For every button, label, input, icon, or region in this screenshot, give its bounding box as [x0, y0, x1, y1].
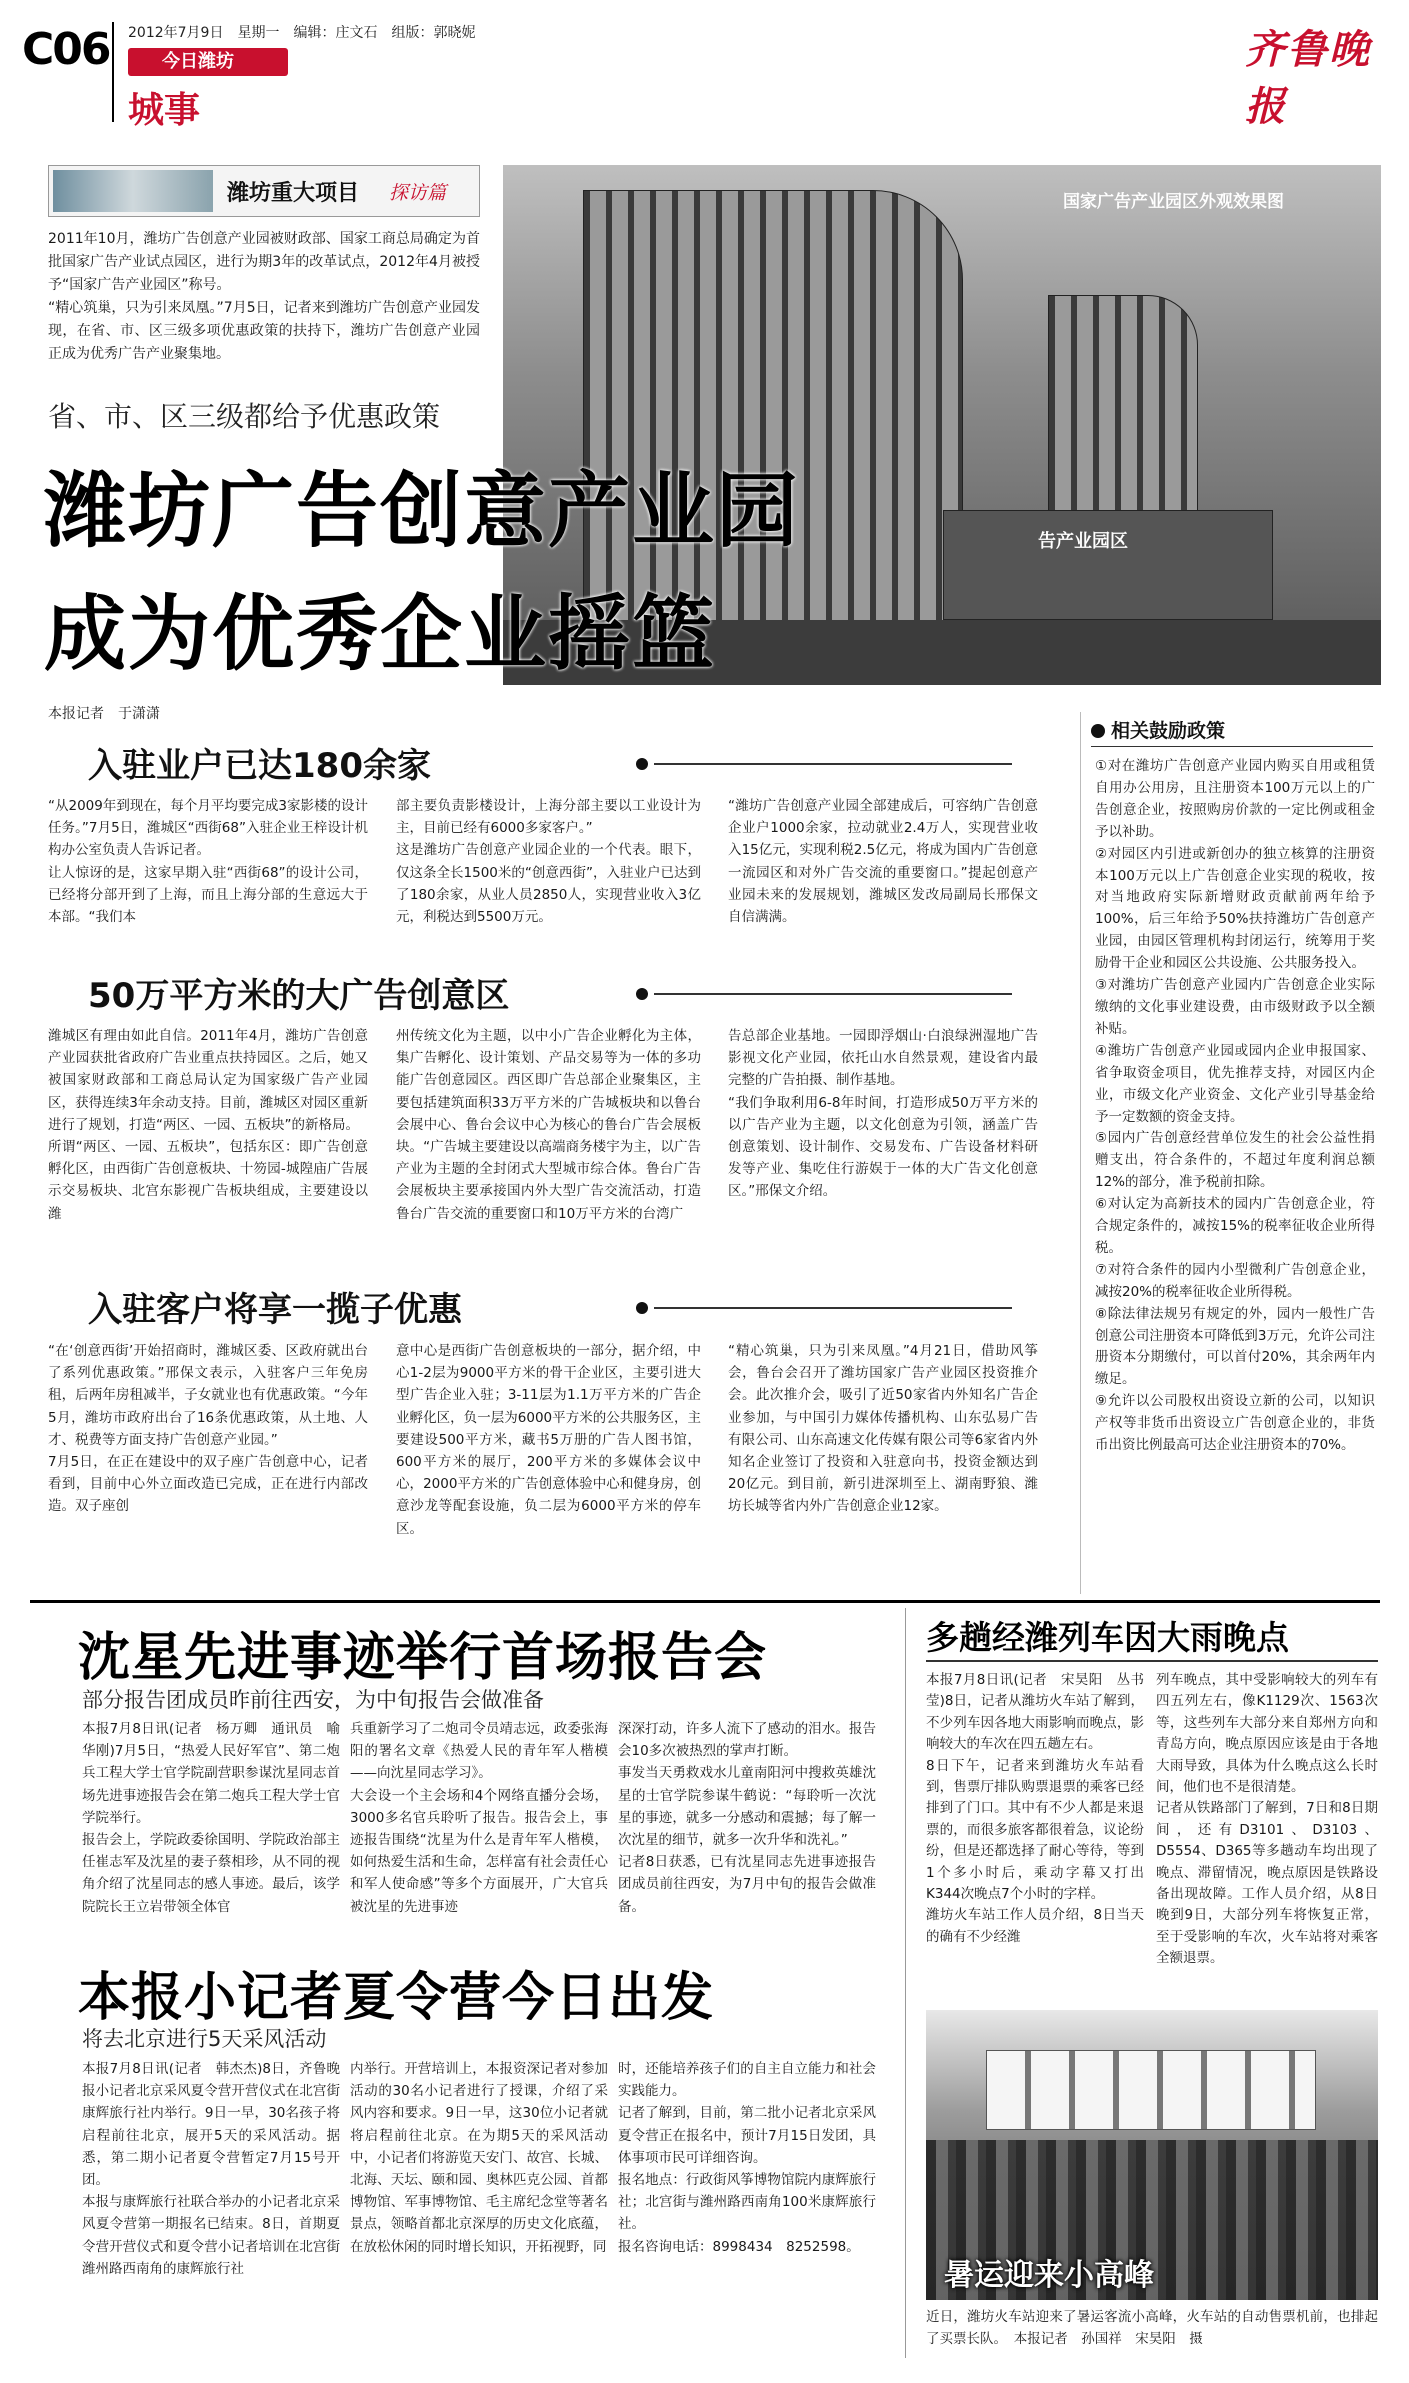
story3-col3: 时，还能培养孩子们的自主自立能力和社会实践能力。 记者了解到，目前，第二批小记者北京采风夏令营正在报名中，预计7月15日发团，具体事项市民可详细咨询。 报名地点：行政街风筝博物馆院内康辉旅行社；北宫街与潍州路西南角100米康辉旅行社。 报名咨询电话：8998434 8252598。 — [618, 2061, 876, 2255]
feature-headline-line1: 潍坊广告创意产业园 — [44, 464, 801, 559]
sub2-col1: 潍城区有理由如此自信。2011年4月，潍坊广告创意产业园获批省政府广告业重点扶持园区。之后，她又被国家财政部和工商总局认定为国家级广告产业园区，获得连续3年余动支持。目前，潍城区对园区重新进行了规划，打造“两区、一园、五板块”的新格局。 所谓“两区、一园、五板块”，包括东区：即广告创意孵化区，由西街广告创意板块、十笏园-城隍庙广告展示交易板块、北宫东影视广告板块组成，主要建设以潍 — [48, 1028, 368, 1222]
subhead-rule — [654, 763, 1012, 765]
story2-headline: 沈星先进事迹举行首场报告会 — [78, 1628, 768, 1688]
building-sign: 告产业园区 — [1038, 531, 1128, 552]
date-info: 2012年7月9日 星期一 编辑：庄文石 组版：郭晓妮 — [128, 25, 476, 41]
ticket-hall-caption: 近日，潍坊火车站迎来了暑运客流小高峰，火车站的自动售票机前，也排起了买票长队。 本报记者 孙国祥 宋昊阳 摄 — [926, 2309, 1378, 2347]
subhead-dot — [636, 1302, 648, 1314]
sub2-col2: 州传统文化为主题，以中小广告企业孵化为主体，集广告孵化、设计策划、产品交易等为一体的多功能广告创意园区。西区即广告总部企业聚集区，主要包括建筑面积33万平方米的广告城板块和以鲁台会展中心、鲁台会议中心为核心的鲁台广告会展板块。“广告城主要建设以高端商务楼宇为主，以广告产业为主题的全封闭式大型城市综合体。鲁台广告会展板块主要承接国内外大型广告交流活动，打造鲁台广告交流的重要窗口和10万平方米的台湾广 — [396, 1028, 701, 1222]
masthead-divider — [112, 22, 114, 122]
section-name: 城事 — [128, 90, 201, 131]
channel-tag — [128, 48, 288, 76]
subhead-benefits: 入驻客户将享一揽子优惠 — [88, 1290, 462, 1330]
channel-tag-label: 今日潍坊 — [162, 51, 234, 72]
sub3-col3: “精心筑巢，只为引来凤凰。”4月21日，借助风筝会，鲁台会召开了潍坊国家广告产业园区投资推介会。此次推介会，吸引了近50家省内外知名广告企业参加，与中国引力媒体传播机构、山东弘易广告有限公司、山东高速文化传媒有限公司等6家省内外知名企业签订了投资和入驻意向书，投资金额达到20亿元。到目前，新引进深圳至上、湖南野狼、潍坊长城等省内外广告创意企业12家。 — [728, 1343, 1038, 1515]
subhead-rule — [654, 993, 1012, 995]
paper-logo: 齐鲁晚报 — [1245, 26, 1371, 130]
story3-subhead: 将去北京进行5天采风活动 — [82, 2027, 327, 2051]
policy-sidebar-title-text: 相关鼓励政策 — [1111, 720, 1226, 742]
sub1-col1: “从2009年到现在，每个月平均要完成3家影楼的设计任务。”7月5日，潍城区“西街68”入驻企业王梓设计机构办公室负责人告诉记者。 让人惊讶的是，这家早期入驻“西街68”的设计公司，已经将分部开到了上海，而且上海分部的生意远大于本部。“我们本 — [48, 798, 368, 926]
policy-bullet-icon — [1091, 724, 1105, 738]
policy-sidebar-rule — [1091, 746, 1373, 747]
photo-title: 暑运迎来小高峰 — [944, 2258, 1154, 2293]
story2-subhead: 部分报告团成员昨前往西安，为中旬报告会做准备 — [82, 1688, 544, 1712]
ticket-machines — [986, 2050, 1316, 2130]
subhead-creative-zone: 50万平方米的大广告创意区 — [88, 976, 510, 1016]
subhead-tenants: 入驻业户已达180余家 — [88, 746, 431, 786]
story3-col2: 内举行。开营培训上，本报资深记者对参加活动的30名小记者进行了授课，介绍了采风内容和要求。9日一早，这30位小记者就将启程前往北京。在为期5天的采风活动中，小记者们将游览天安门、故宫、长城、北海、天坛、颐和园、奥林匹克公园、首都博物馆、军事博物馆、毛主席纪念堂等著名景点，领略首都北京深厚的历史文化底蕴，在放松休闲的同时增长知识，开拓视野，同 — [350, 2061, 608, 2255]
series-banner — [48, 165, 480, 217]
sub1-col2: 部主要负责影楼设计，上海分部主要以工业设计为主，目前已经有6000多家客户。” 这是潍坊广告创意产业园企业的一个代表。眼下，仅这条全长1500米的“创意西街”，入驻业户已达到了180余家，从业人员2850人，实现营业收入3亿元，利税达到5500万元。 — [396, 798, 701, 926]
story2-col1: 本报7月8日讯(记者 杨万卿 通讯员 喻华刚)7月5日，“热爱人民好军官”、第二炮兵工程大学士官学院副营职参谋沈星同志首场先进事迹报告会在第二炮兵工程大学士官学院举行。 报告会上，学院政委徐国明、学院政治部主任崔志军及沈星的妻子蔡相珍，从不同的视角介绍了沈星同志的感人事迹。最后，该学院院长王立岩带领全体官 — [82, 1721, 340, 1915]
policy-sidebar-body: ①对在潍坊广告创意产业园内购买自用或租赁自用办公用房，且注册资本100万元以上的广告创意企业，按照购房价款的一定比例或租金予以补助。 ②对园区内引进或新创办的独立核算的注册资本100万元以上广告创意企业实现的税收，按对当地政府实际新增财政贡献前两年给予100%，后三年给予50%扶持潍坊广告创意产业园，由园区管理机构封闭运行，统筹用于奖励骨干企业和园区公共设施、公共服务投入。 ③对潍坊广告创意产业园内广告创意企业实际缴纳的文化事业建设费，由市级财政予以全额补贴。 ④潍坊广告创意产业园或园内企业申报国家、省争取资金项目，优先推荐支持，对园区内企业，市级文化产业资金、文化产业引导基金给予一定数额的资金支持。 ⑤园内广告创意经营单位发生的社会公益性捐赠支出，符合条件的，不超过年度利润总额12%的部分，准予税前扣除。 ⑥对认定为高新技术的园内广告创意企业，符合规定条件的，减按15%的税率征收企业所得税。 ⑦对符合条件的园内小型微利广告创意企业，减按20%的税率征收企业所得税。 ⑧除法律法规另有规定的外，园内一般性广告创意公司注册资本可降低到3万元，允许公司注册资本分期缴付，可以首付20%，其余两年内缴足。 ⑨允许以公司股权出资设立新的公司，以知识产权等非货币出资设立广告创意企业的，非货币出资比例最高可达企业注册资本的70%。 — [1095, 758, 1375, 1454]
feature-intro: 2011年10月，潍坊广告创意产业园被财政部、国家工商总局确定为首批国家广告产业试点园区，进行为期3年的改革试点，2012年4月被授予“国家广告产业园区”称号。 “精心筑巢，只为引来凤凰。”7月5日，记者来到潍坊广告创意产业园发现，在省、市、区三级多项优惠政策的扶持下，潍坊广告创意产业园正成为优秀广告产业聚集地。 — [48, 231, 480, 362]
story4-headline: 多趟经潍列车因大雨晚点 — [926, 1618, 1289, 1657]
sub2-col3: 告总部企业基地。一园即浮烟山·白浪绿洲湿地广告影视文化产业园，依托山水自然景观，建设省内最完整的广告拍摄、制作基地。 “我们争取利用6-8年时间，打造形成50万平方米的以广告产业为主题，以文化创意为引领，涵盖广告创意策划、设计制作、交易发布、广告设备材料研发等产业、集吃住行游娱于一体的大广告文化创意区。”邢保文介绍。 — [728, 1028, 1038, 1200]
story2-col3: 深深打动，许多人流下了感动的泪水。报告会10多次被热烈的掌声打断。 事发当天勇救戏水儿童南阳河中搜救英雄沈星的士官学院参谋牛鹤说：“每聆听一次沈星的事迹，就多一分感动和震撼；每了解一次沈星的细节，就多一次升华和洗礼。” 记者8日获悉，已有沈星同志先进事迹报告团成员前往西安，为7月中旬的报告会做准备。 — [618, 1721, 876, 1915]
feature-headline-line2: 成为优秀企业摇篮 — [44, 587, 717, 682]
series-title: 潍坊重大项目 — [227, 181, 360, 206]
subhead-dot — [636, 988, 648, 1000]
policy-sidebar — [1080, 712, 1380, 1594]
story4-rule — [926, 1660, 1378, 1662]
story4-col1: 本报7月8日讯(记者 宋昊阳 丛书莹)8日，记者从潍坊火车站了解到，不少列车因各地大雨影响而晚点，影响较大的车次在四五趟左右。 8日下午，记者来到潍坊火车站看到，售票厅排队购票退票的乘客已经排到了门口。其中有不少人都是来退票的，而很多旅客都很着急，议论纷纷，但是还都选择了耐心等待，等到1个多小时后，乘动字幕又打出K344次晚点7个小时的字样。 潍坊火车站工作人员介绍，8日当天的确有不少经潍 — [926, 1672, 1144, 1945]
column-divider — [905, 1608, 906, 2358]
photo-caption: 国家广告产业园区外观效果图 — [1063, 192, 1284, 212]
story2-col2: 兵重新学习了二炮司令员靖志远，政委张海阳的署名文章《热爱人民的青年军人楷模——向沈星同志学习》。 大会设一个主会场和4个网络直播分会场，3000多名官兵聆听了报告。报告会上，事迹报告围绕“沈星为什么是青年军人楷模，如何热爱生活和生命，怎样富有社会责任心和军人使命感”等多个方面展开，广大官兵被沈星的先进事迹 — [350, 1721, 608, 1915]
subhead-dot — [636, 758, 648, 770]
story3-headline: 本报小记者夏令营今日出发 — [78, 1968, 715, 2028]
feature-byline: 本报记者 于潇潇 — [48, 706, 160, 722]
sub3-col2: 意中心是西街广告创意板块的一部分，据介绍，中心1-2层为9000平方米的骨干企业区，主要引进大型广告企业入驻；3-11层为1.1万平方米的广告企业孵化区，负一层为6000平方米的公共服务区，主要建设500平方米，藏书5万册的广告人图书馆，600平方米的展厅，200平方米的多媒体会议中心，2000平方米的广告创意体验中心和健身房，创意沙龙等配套设施，负二层为6000平方米的停车区。 — [396, 1343, 701, 1537]
series-subtitle: 探访篇 — [389, 182, 447, 204]
policy-sidebar-title — [1091, 716, 1225, 743]
ticket-hall-photo — [926, 2010, 1378, 2300]
series-thumbnail — [53, 170, 213, 212]
story3-col1: 本报7月8日讯(记者 韩杰杰)8日，齐鲁晚报小记者北京采风夏令营开营仪式在北宫街康辉旅行社内举行。9日一早，30名孩子将启程前往北京，展开5天的采风活动。据悉，第二期小记者夏令营暂定7月15号开团。 本报与康辉旅行社联合举办的小记者北京采风夏令营第一期报名已结束。8日，首期夏令营开营仪式和夏令营小记者培训在北宫街潍州路西南角的康辉旅行社 — [82, 2061, 340, 2277]
page-number: C06 — [22, 24, 110, 75]
story4-col2: 列车晚点，其中受影响较大的列车有四五列左右，像K1129次、1563次等，这些列车大部分来自郑州方向和青岛方向，晚点原因应该是由于各地大雨导致，具体为什么晚点这么长时间，他们也不是很清楚。 记者从铁路部门了解到，7日和8日期间，还有D3101、D3103、D5554、D365等多趟动车均出现了晚点、滞留情况，晚点原因是铁路设备出现故障。工作人员介绍，从8日晚到9日，大部分列车将恢复正常，至于受影响的车次，火车站将对乘客全额退票。 — [1156, 1672, 1378, 1967]
feature-kicker: 省、市、区三级都给予优惠政策 — [48, 400, 441, 433]
subhead-rule — [654, 1307, 1012, 1309]
sub3-col1: “在‘创意西街’开始招商时，潍城区委、区政府就出台了系列优惠政策。”邢保文表示，入驻客户三年免房租，后两年房租减半，子女就业也有优惠政策。“今年5月，潍坊市政府出台了16条优惠政策，从土地、人才、税费等方面支持广告创意产业园。” 7月5日，在正在建设中的双子座广告创意中心，记者看到，目前中心外立面改造已完成，正在进行内部改造。双子座创 — [48, 1343, 368, 1515]
tower-main — [583, 190, 963, 645]
sub1-col3: “潍坊广告创意产业园全部建成后，可容纳广告创意企业户1000余家，拉动就业2.4万人，实现营业收入15亿元，实现利税2.5亿元，将成为国内广告创意一流园区和对外广告交流的重要窗口。”提起创意产业园未来的发展规划，潍城区发改局副局长邢保文自信满满。 — [728, 798, 1038, 926]
section-divider — [30, 1600, 1380, 1603]
